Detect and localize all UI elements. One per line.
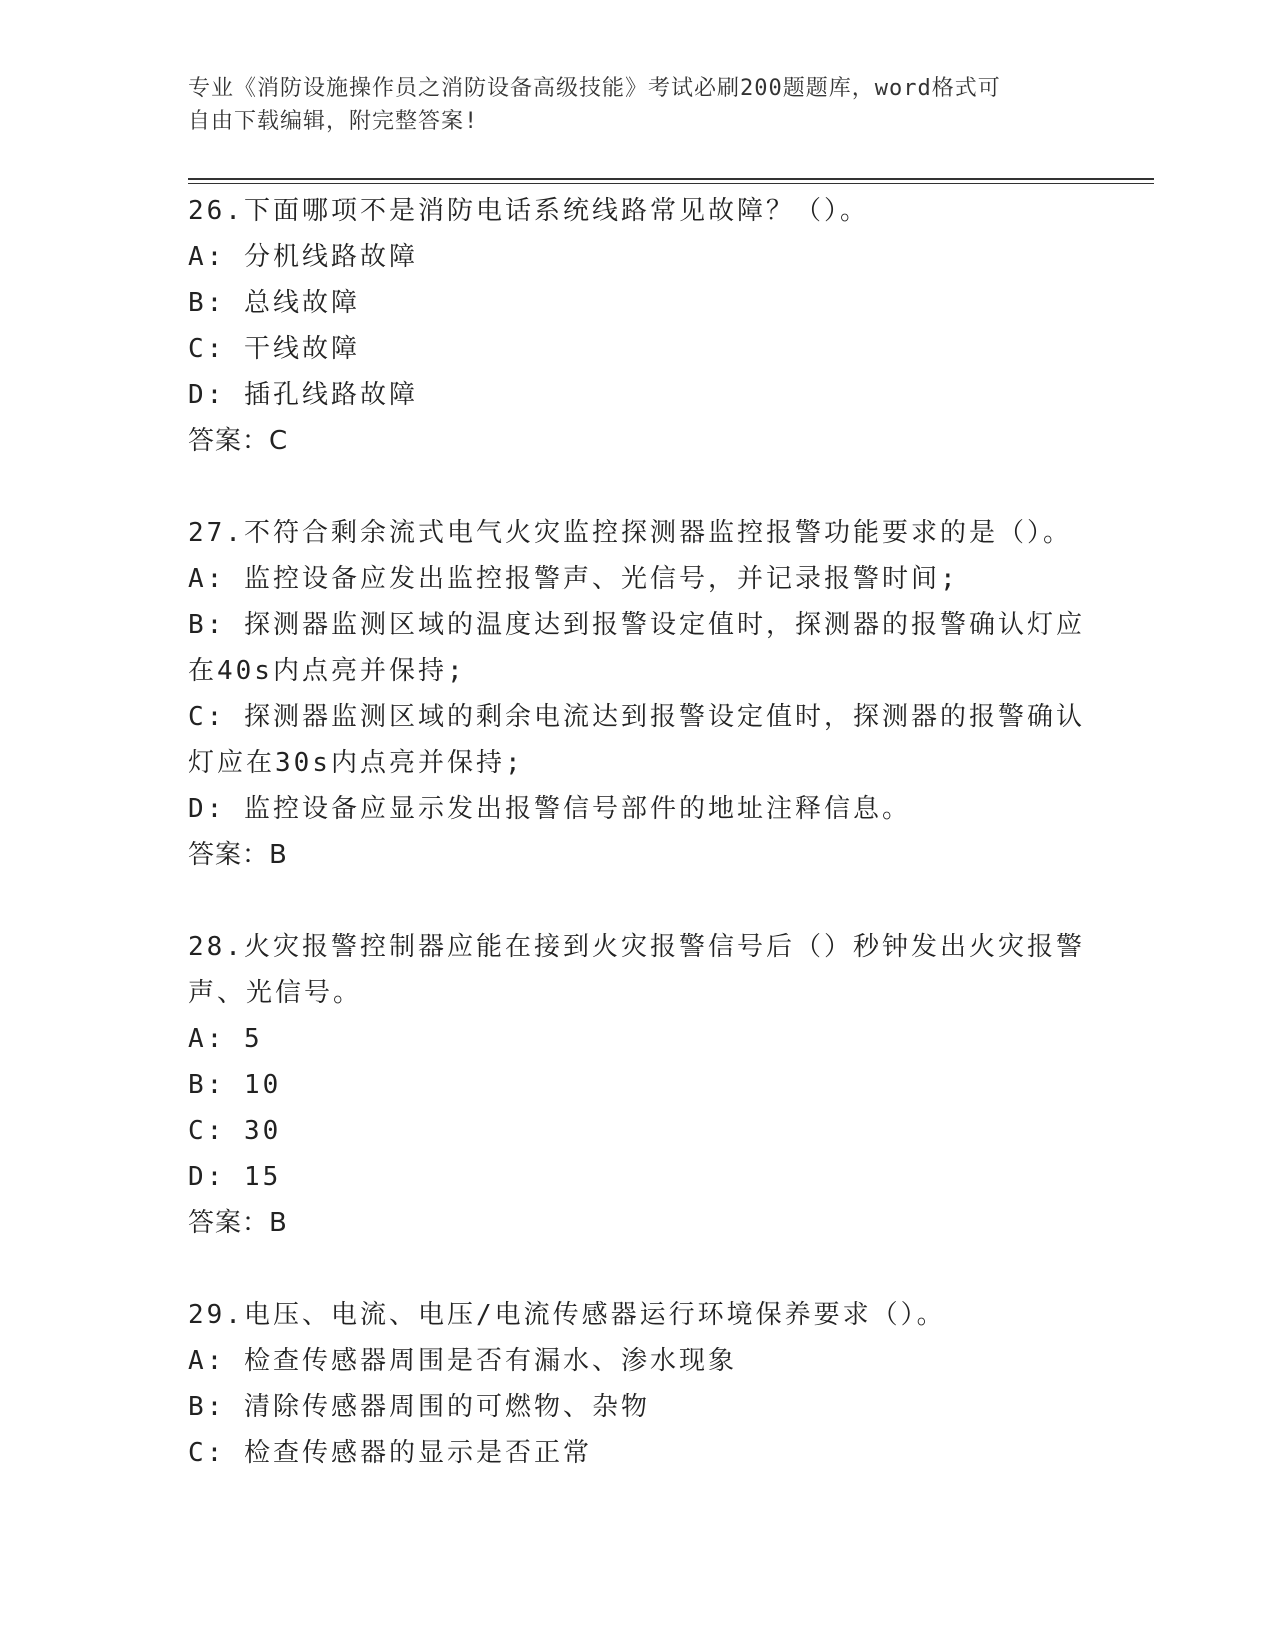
option-a: A: 分机线路故障 bbox=[188, 242, 418, 272]
question-text: 27.不符合剩余流式电气火灾监控探测器监控报警功能要求的是（）。 bbox=[188, 518, 1072, 548]
option-c-continued: 灯应在30s内点亮并保持; bbox=[188, 748, 524, 778]
option-b: B: 探测器监测区域的温度达到报警设定值时，探测器的报警确认灯应 bbox=[188, 610, 1085, 640]
header-line-1: 专业《消防设施操作员之消防设备高级技能》考试必刷200题题库，word格式可 bbox=[188, 76, 1001, 101]
question-28 bbox=[188, 924, 1088, 1246]
option-b: B: 总线故障 bbox=[188, 288, 360, 318]
question-26 bbox=[188, 188, 1088, 464]
option-d: D: 监控设备应显示发出报警信号部件的地址注释信息。 bbox=[188, 794, 911, 824]
question-29 bbox=[188, 1292, 1088, 1476]
option-a: A: 5 bbox=[188, 1024, 263, 1054]
header-line-2: 自由下载编辑，附完整答案! bbox=[188, 109, 479, 134]
question-text: 29.电压、电流、电压/电流传感器运行环境保养要求（）。 bbox=[188, 1300, 946, 1330]
question-text: 28.火灾报警控制器应能在接到火灾报警信号后（）秒钟发出火灾报警 bbox=[188, 932, 1085, 962]
answer: 答案：B bbox=[188, 840, 288, 870]
question-text: 26.下面哪项不是消防电话系统线路常见故障？（）。 bbox=[188, 196, 869, 226]
option-c: C: 检查传感器的显示是否正常 bbox=[188, 1438, 592, 1468]
option-a: A: 监控设备应发出监控报警声、光信号，并记录报警时间; bbox=[188, 564, 959, 594]
option-a: A: 检查传感器周围是否有漏水、渗水现象 bbox=[188, 1346, 737, 1376]
header-divider-thick bbox=[188, 178, 1154, 180]
question-27 bbox=[188, 510, 1088, 878]
question-spacer bbox=[188, 1246, 1088, 1292]
question-spacer bbox=[188, 878, 1088, 924]
option-d: D: 插孔线路故障 bbox=[188, 380, 418, 410]
answer: 答案：B bbox=[188, 1208, 288, 1238]
option-c: C: 干线故障 bbox=[188, 334, 360, 364]
question-list bbox=[188, 188, 1088, 1476]
option-b: B: 清除传感器周围的可燃物、杂物 bbox=[188, 1392, 650, 1422]
option-b-continued: 在40s内点亮并保持; bbox=[188, 656, 466, 686]
header-divider-thin bbox=[188, 183, 1154, 184]
question-spacer bbox=[188, 464, 1088, 510]
answer: 答案：C bbox=[188, 426, 289, 456]
question-text-continued: 声、光信号。 bbox=[188, 978, 363, 1008]
option-d: D: 15 bbox=[188, 1162, 282, 1192]
document-header bbox=[188, 72, 1088, 138]
option-c: C: 探测器监测区域的剩余电流达到报警设定值时，探测器的报警确认 bbox=[188, 702, 1085, 732]
option-b: B: 10 bbox=[188, 1070, 282, 1100]
option-c: C: 30 bbox=[188, 1116, 282, 1146]
